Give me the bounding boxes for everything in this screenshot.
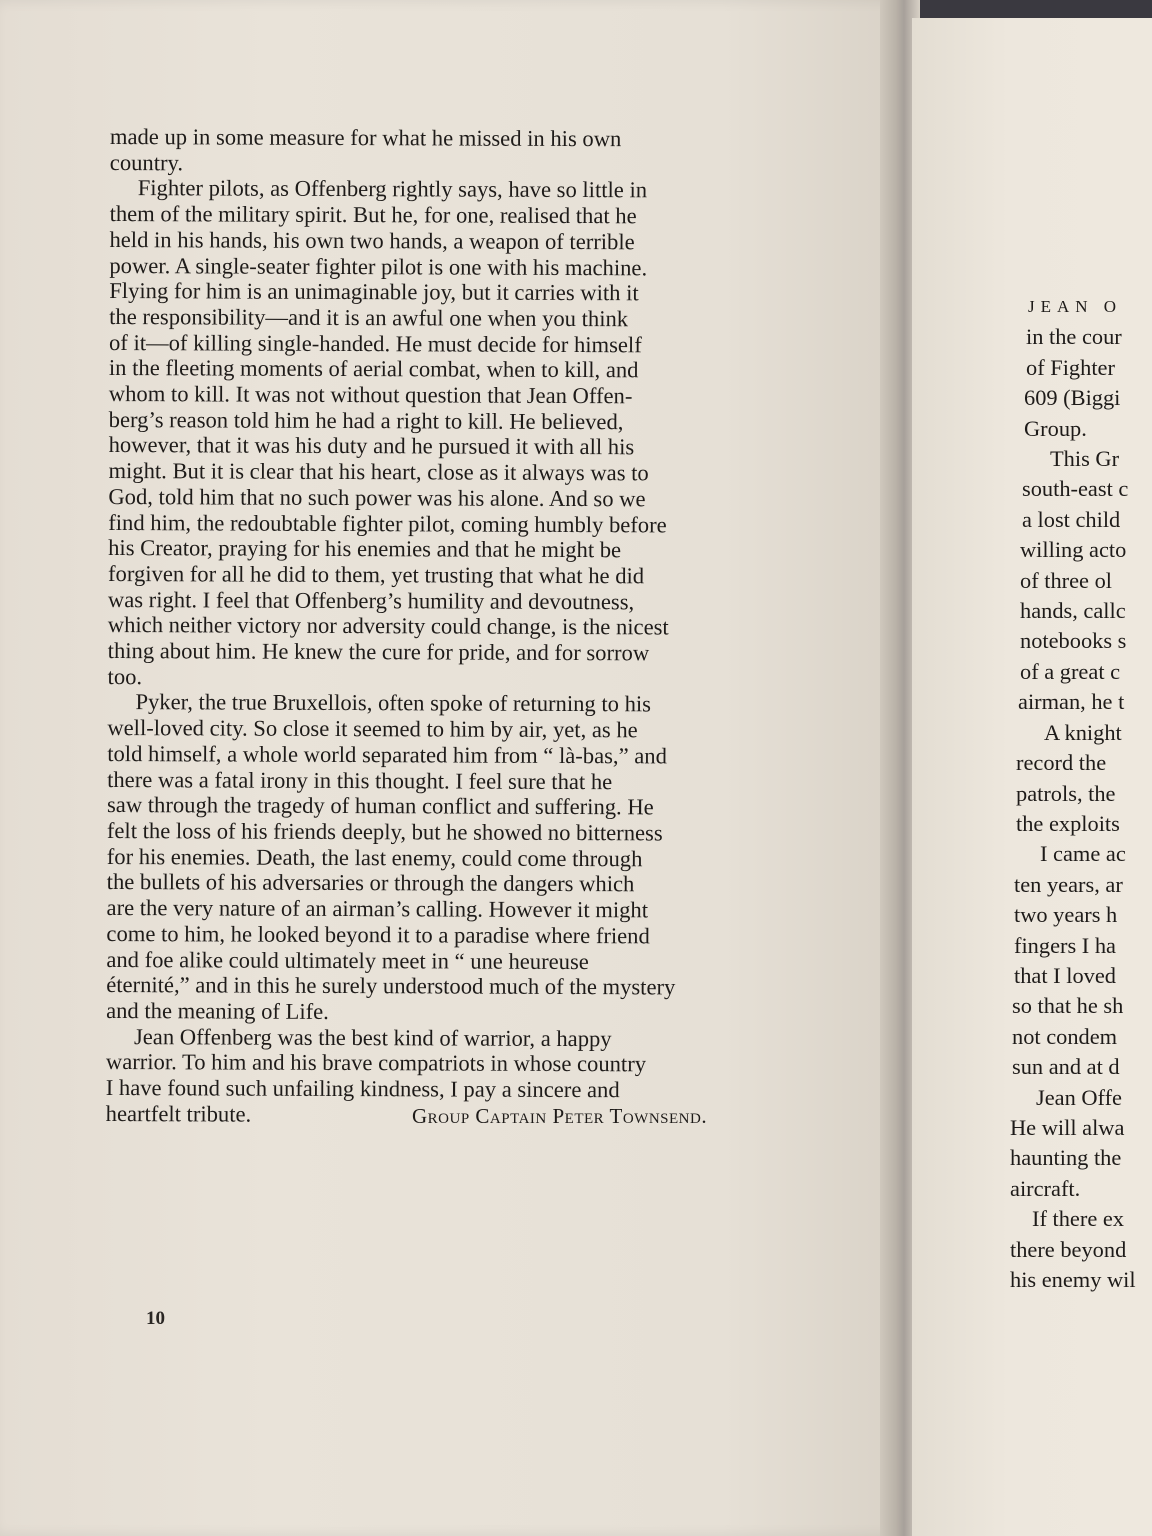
text-line: too. (107, 663, 143, 689)
text-line: of Fighter (1026, 354, 1115, 380)
text-line: A knight (1044, 719, 1122, 745)
text-line: hands, callc (1020, 598, 1126, 624)
text-line: are the very nature of an airman’s calling. However it might (106, 895, 649, 923)
text-line: there was a fatal irony in this thought. I feel sure that he (107, 766, 613, 794)
text-line: them of the military spirit. But he, for one, realised that he (109, 201, 637, 229)
text-line: God, told him that no such power was his alone. And so we (108, 483, 646, 512)
text-line: forgiven for all he did to them, yet trusting that what he did (107, 560, 645, 589)
text-line: power. A single-seater fighter pilot is one with his machine. (109, 252, 648, 280)
text-line: I have found such unfailing kindness, I pay a sincere and (105, 1075, 620, 1103)
text-line: warrior. To him and his brave compatriots in whose country (105, 1049, 647, 1077)
text-line: record the (1016, 750, 1107, 776)
text-line: This Gr (1050, 446, 1120, 472)
text-line: held in his hands, his own two hands, a weapon of terrible (109, 226, 635, 255)
text-line: Group. (1024, 415, 1087, 441)
text-line: airman, he t (1018, 689, 1125, 715)
text-line: willing acto (1020, 537, 1127, 563)
text-line: heartfelt tribute. (105, 1100, 252, 1127)
text-line: 609 (Biggi (1024, 385, 1121, 411)
text-line: south-east c (1022, 476, 1129, 502)
text-line: Fighter pilots, as Offenberg rightly says, have so little in (137, 175, 648, 203)
signature: Group Captain Peter Townsend. (412, 1104, 708, 1128)
text-line: not condem (1012, 1023, 1118, 1049)
text-line: the responsibility—and it is an awful one when you think (109, 303, 629, 332)
text-line: the exploits (1016, 810, 1120, 836)
text-line: in the fleeting moments of aerial combat, when to kill, and (108, 355, 639, 383)
text-line: patrols, the (1016, 780, 1116, 806)
left-page-text (106, 124, 822, 1130)
text-line: ten years, ar (1014, 871, 1123, 897)
text-line: If there ex (1032, 1206, 1124, 1232)
text-line: a lost child (1022, 506, 1121, 532)
text-line: éternité,” and in this he surely understood much of the mystery (106, 972, 676, 1000)
text-line: He will alwa (1010, 1114, 1125, 1140)
text-line: fingers I ha (1014, 932, 1116, 958)
text-line: of three ol (1020, 567, 1113, 593)
text-line: told himself, a whole world separated him from “ là-bas,” and (107, 740, 667, 769)
text-line: might. But it is clear that his heart, close as it always was to (108, 458, 649, 486)
text-line: come to him, he looked beyond it to a paradise where friend (106, 920, 650, 949)
text-line: felt the loss of his friends deeply, but he showed no bitterness (106, 817, 663, 846)
text-line: however, that it was his duty and he pursued it with all his (108, 432, 635, 460)
right-page-text (1010, 292, 1152, 1295)
text-line: Jean Offenberg was the best kind of warrior, a happy (133, 1023, 612, 1051)
text-line: two years h (1014, 902, 1118, 928)
text-line: find him, the redoubtable fighter pilot, coming humbly before (108, 509, 667, 537)
text-line: which neither victory nor adversity could change, is the nicest (107, 612, 669, 640)
text-line: that I loved (1014, 962, 1116, 988)
page-number: 10 (146, 1308, 165, 1329)
text-line: saw through the tragedy of human conflict and suffering. He (106, 792, 654, 820)
text-line: Flying for him is an unimaginable joy, but it carries with it (109, 278, 639, 306)
text-line: Jean Offe (1036, 1084, 1122, 1110)
text-line: notebooks s (1020, 628, 1127, 654)
text-line: the bullets of his adversaries or through the dangers which (106, 869, 635, 897)
text-line: aircraft. (1010, 1175, 1081, 1201)
text-line: and foe alike could ultimately meet in “ une heureuse (106, 946, 589, 974)
running-header: JEAN O (1028, 297, 1123, 316)
text-line: was right. I feel that Offenberg’s humility and devoutness, (107, 586, 635, 614)
text-line: I came ac (1040, 841, 1126, 867)
text-line: well-loved city. So close it seemed to him by air, yet, as he (107, 715, 638, 743)
text-line: his Creator, praying for his enemies and that he might be (108, 535, 622, 563)
text-line: for his enemies. Death, the last enemy, could come through (106, 843, 643, 872)
text-line: sun and at d (1012, 1054, 1120, 1080)
text-line: of a great c (1020, 658, 1121, 684)
text-line: of it—of killing single-handed. He must decide for himself (108, 329, 642, 357)
text-line: and the meaning of Life. (106, 997, 329, 1024)
text-line: made up in some measure for what he missed in his own (109, 124, 622, 152)
text-line: haunting the (1010, 1145, 1122, 1171)
text-line: country. (109, 149, 184, 176)
text-line: Pyker, the true Bruxellois, often spoke of returning to his (135, 689, 652, 717)
text-line: his enemy wil (1010, 1267, 1136, 1292)
text-line: berg’s reason told him he had a right to kill. He believed, (108, 406, 624, 434)
text-line: there beyond (1010, 1236, 1127, 1262)
text-line: in the cour (1026, 324, 1122, 350)
text-line: thing about him. He knew the cure for pride, and for sorrow (107, 638, 650, 666)
text-line: so that he sh (1012, 993, 1124, 1019)
text-line: whom to kill. It was not without question that Jean Offen- (108, 381, 633, 409)
